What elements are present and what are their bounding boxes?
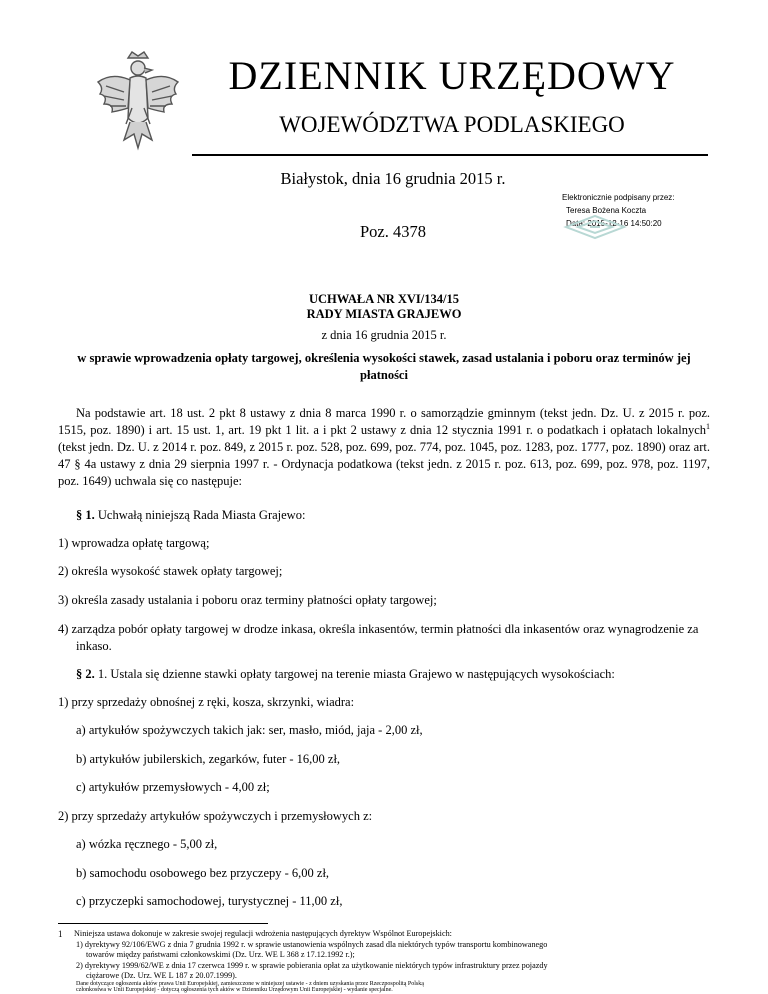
signature-signer: Teresa Bożena Koczta (566, 206, 647, 215)
footnote-lines (58, 940, 718, 982)
footnote-number: 1 (58, 929, 63, 939)
paragraph-1-item-2: 2) określa wysokość stawek opłaty targowej; (58, 564, 283, 578)
footnote-line-2-cont: ciężarowe (Dz. Urz. WE L 187 z 20.07.1999). (86, 971, 237, 981)
legal-basis-paragraph (58, 405, 710, 490)
legal-basis-part1: Na podstawie art. 18 ust. 2 pkt 8 ustawy z dnia 8 marca 1990 r. o samorządzie gminnym (tekst jedn. Dz. U. z 2015 r. poz. 1515, poz. 1890) i art. 15 ust. 1, art. 19 pkt 1 lit. a i pkt 2 ustawy z dnia 12 stycznia 1991 r. o podatkach i opłatach lokalnych (58, 406, 710, 437)
paragraph-1-item-4: 4) zarządza pobór opłaty targowej w drodze inkasa, określa inkasentów, termin płatności dla inkasentów oraz wynagrodzenie za inkaso. (58, 622, 699, 653)
resolution-number: UCHWAŁA NR XVI/134/15 (308, 292, 459, 306)
header-divider (192, 154, 708, 156)
footnote-line-0: Niniejsza ustawa dokonuje w zakresie swojej regulacji wdrożenia następujących dyrektyw Wspólnot Europejskich: (74, 929, 452, 938)
footnote (58, 929, 718, 939)
signature-date: Data: 2015-12-16 14:50:20 (566, 219, 662, 228)
footnote-line-3-cont: członkostwa w Unii Europejskiej - dotyczą ogłoszenia tych aktów w Dzienniku Urzędowym Unii Europejskiej - wydanie specjalne. (76, 987, 393, 994)
footnote-line-1: 1) dyrektywy 92/106/EWG z dnia 7 grudnia 1992 r. w sprawie ustanowienia wspólnych zasad dla niektórych typów transportu kombinowanego (76, 940, 548, 949)
eagle-emblem-icon (90, 48, 186, 158)
footnote-line-1-cont: towarów między państwami członkowskimi (Dz. Urz. WE L 368 z 17.12.1992 r.); (86, 950, 355, 960)
journal-subtitle: WOJEWÓDZTWA PODLASKIEGO (279, 112, 625, 137)
group-1-item-c: c) artykułów przemysłowych - 4,00 zł; (76, 780, 270, 794)
group-1-item-a: a) artykułów spożywczych takich jak: ser, masło, miód, jaja - 2,00 zł, (76, 723, 423, 737)
group-2-item-c: c) przyczepki samochodowej, turystycznej - 11,00 zł, (76, 894, 343, 908)
place-date: Białystok, dnia 16 grudnia 2015 r. (280, 169, 506, 188)
legal-basis-part2: (tekst jedn. Dz. U. z 2014 r. poz. 849, z 2015 r. poz. 528, poz. 699, poz. 774, poz. 1045, poz. 1283, poz. 1777, poz. 1890) oraz art. 47 § 4a ustawy z dnia 29 sierpnia 1997 r. - Ordynacja podatkowa (tekst jedn. z 2015 r. poz. 613, poz. 699, poz. 978, poz. 1197, poz. 1649) uchwala się co następuje: (58, 440, 710, 488)
paragraph-2-label: § 2. (76, 667, 95, 681)
paragraph-1-heading (76, 507, 305, 524)
group-2-item-a: a) wózka ręcznego - 5,00 zł, (76, 837, 218, 851)
paragraph-2-text: 1. Ustala się dzienne stawki opłaty targowej na terenie miasta Grajewo w następujących wysokościach: (94, 667, 615, 681)
paragraph-1-item-1: 1) wprowadza opłatę targową; (58, 536, 210, 550)
footnote-divider (58, 923, 268, 924)
resolution-date: z dnia 16 grudnia 2015 r. (321, 328, 447, 342)
position-number: Poz. 4378 (360, 222, 426, 241)
paragraph-1-text: Uchwałą niniejszą Rada Miasta Grajewo: (94, 508, 306, 522)
journal-title: DZIENNIK URZĘDOWY (228, 53, 676, 98)
paragraph-1-label: § 1. (76, 508, 95, 522)
resolution-subject: w sprawie wprowadzenia opłaty targowej, określenia wysokości stawek, zasad ustalania i poboru oraz terminów jej płatności (77, 351, 691, 382)
signature-line-1: Elektronicznie podpisany przez: (562, 193, 675, 202)
paragraph-1-item-3: 3) określa zasady ustalania i poboru oraz terminy płatności opłaty targowej; (58, 593, 437, 607)
footnote-ref: 1 (706, 421, 710, 431)
footnote-line-3: Dane dotyczące ogłoszenia aktów prawa Unii Europejskiej, zamieszczone w niniejszej ustawie - z dniem uzyskania przez Rzeczpospolitą Polską (76, 981, 424, 987)
resolution-body: RADY MIASTA GRAJEWO (306, 307, 462, 321)
e-signature-mark-icon (562, 214, 628, 240)
group-2-item-b: b) samochodu osobowego bez przyczepy - 6,00 zł, (76, 866, 330, 880)
group-1-heading: 1) przy sprzedaży obnośnej z ręki, kosza, skrzynki, wiadra: (58, 695, 355, 709)
paragraph-2-heading (76, 666, 615, 683)
group-1-item-b: b) artykułów jubilerskich, zegarków, futer - 16,00 zł, (76, 752, 341, 766)
group-2-heading: 2) przy sprzedaży artykułów spożywczych i przemysłowych z: (58, 809, 373, 823)
footnote-tail (58, 981, 718, 994)
footnote-line-2: 2) dyrektywy 1999/62/WE z dnia 17 czerwca 1999 r. w sprawie pobierania opłat za użytkowanie niektórych typów infrastruktury przez pojazdy (76, 960, 548, 970)
